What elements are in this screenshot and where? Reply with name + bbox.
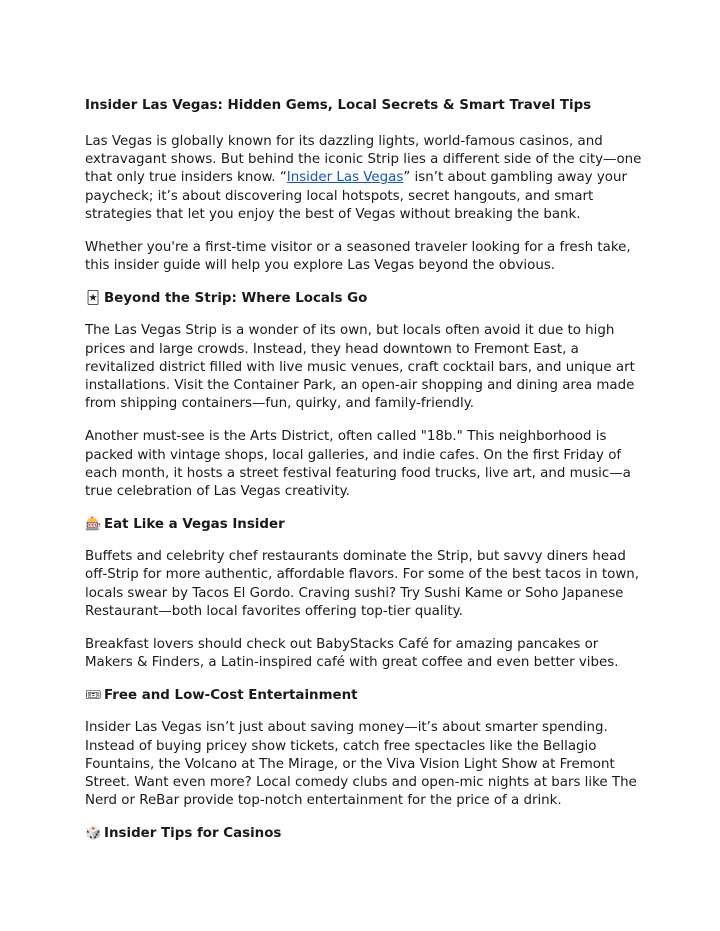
section-paragraph: Breakfast lovers should check out BabyStacks Café for amazing pancakes or Makers & Finders, a Latin-inspired café with great coffee and even better vibes.	[85, 637, 619, 671]
insider-las-vegas-link[interactable]: Insider Las Vegas	[286, 170, 404, 186]
document-page	[85, 96, 645, 857]
section-heading-beyond-the-strip	[85, 290, 645, 308]
section-paragraph: Buffets and celebrity chef restaurants dominate the Strip, but savvy diners head off-Strip for more authentic, affordable flavors. For some of the best tacos in town, locals swear by Tacos El Gordo. Craving sushi? Try Sushi Kame or Soho Japanese Restaurant—both local favorites offering top-tier quality.	[85, 549, 640, 619]
intro-text-after-link: ” isn’t about gambling away your paycheck; it’s about discovering local hotspots, secret hangouts, and smart strategies that let you enjoy the best of Vegas without breaking the bank.	[85, 170, 627, 222]
section-heading-eat-like-insider	[85, 516, 645, 534]
section-paragraph: Another must-see is the Arts District, often called "18b." This neighborhood is packed with vintage shops, local galleries, and indie cafes. On the first Friday of each month, it hosts a street festival featuring food trucks, live art, and music—a true celebration of Las Vegas creativity.	[85, 429, 631, 500]
document-title: Insider Las Vegas: Hidden Gems, Local Secrets & Smart Travel Tips	[85, 98, 592, 113]
playing-card-icon: 🃏	[86, 291, 100, 307]
section-paragraph: The Las Vegas Strip is a wonder of its own, but locals often avoid it due to high prices and large crowds. Instead, they head downtown to Fremont East, a revitalized district filled with live music venues, craft cocktail bars, and unique art installations. Visit the Container Park, an open-air shopping and dining area made from shipping containers—fun, quirky, and family-friendly.	[85, 323, 635, 412]
section-paragraph: Insider Las Vegas isn’t just about saving money—it’s about smarter spending. Instead of buying pricey show tickets, catch free spectacles like the Bellagio Fountains, the Volcano at The Mirage, or the Viva Vision Light Show at Fremont Street. Want even more? Local comedy clubs and open-mic nights at bars like The Nerd or ReBar provide top-notch entertainment for the price of a drink.	[85, 720, 637, 809]
section-heading-text: Insider Tips for Casinos	[104, 826, 282, 842]
slot-machine-icon: 🎰	[85, 517, 102, 533]
section-heading-text: Beyond the Strip: Where Locals Go	[104, 291, 368, 307]
intro-text-before-link: Las Vegas is globally known for its dazzling lights, world-famous casinos, and extravagant shows. But behind the iconic Strip lies a different side of the city—one that only true insiders know. “	[85, 134, 642, 186]
section-heading-free-entertainment	[85, 687, 645, 705]
section-heading-text: Free and Low-Cost Entertainment	[104, 688, 358, 704]
intro-paragraph-2: Whether you're a first-time visitor or a seasoned traveler looking for a fresh take, this insider guide will help you explore Las Vegas beyond the obvious.	[85, 240, 631, 274]
dice-icon: 🎲	[85, 826, 102, 842]
section-heading-casino-tips	[85, 825, 645, 843]
ticket-icon: 🎟	[85, 688, 102, 704]
section-heading-text: Eat Like a Vegas Insider	[104, 517, 285, 533]
intro-paragraph-1	[85, 133, 645, 224]
